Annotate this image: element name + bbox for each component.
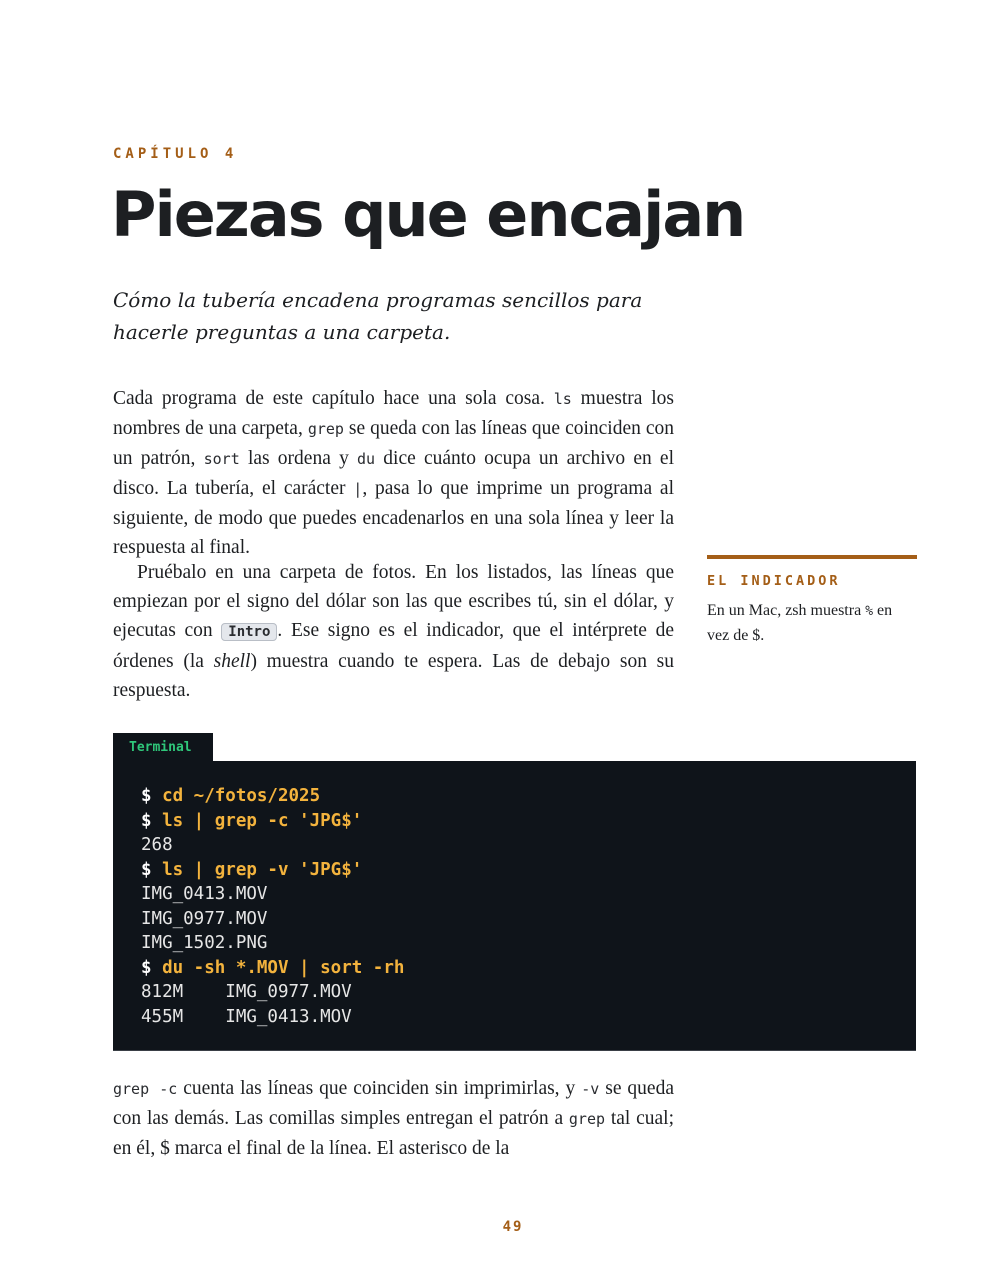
terminal-output-line: IMG_0977.MOV: [141, 908, 268, 929]
text-run: se queda con las demás. Las comillas simples entregan el patrón a: [113, 1078, 674, 1129]
text-run: cuenta las líneas que coinciden sin imprimirlas, y: [177, 1078, 582, 1099]
terminal-output-line: IMG_1502.PNG: [141, 933, 268, 953]
text-run: Cada programa de este capítulo hace una sola cosa.: [113, 388, 554, 409]
text-run: , pasa lo que imprime un programa al siguiente, de modo que puedes encadenarlos en una sola línea y leer la respuesta al final.: [113, 478, 674, 558]
page-number: 49: [502, 1219, 524, 1235]
terminal-command: du -sh *.MOV | sort -rh: [162, 957, 405, 978]
inline-code: |: [353, 480, 363, 498]
text-run: ) muestra cuando te espera. Las de debajo son su respuesta.: [113, 651, 674, 701]
sidebar-heading: EL INDICADOR: [707, 573, 841, 589]
inline-code: grep: [307, 420, 344, 438]
text-run: . Ese signo es el indicador, que el intérprete de órdenes (la: [113, 620, 674, 672]
terminal-prompt: $: [141, 786, 163, 806]
body-paragraph-2: [113, 558, 674, 705]
terminal-command-line: [141, 858, 916, 883]
terminal-prompt: $: [141, 957, 163, 978]
sidebar-note: [707, 555, 917, 648]
inline-code: -v: [581, 1080, 600, 1098]
sidebar-body: [707, 599, 917, 648]
text-run: Pruébalo en una carpeta de fotos. En los listados, las líneas que empiezan por el signo del dólar son las que escribes tú, sin el dólar, y ejecutas con: [113, 562, 674, 641]
terminal-output-line: 268: [141, 835, 173, 855]
terminal-listing: [113, 761, 916, 1051]
text-run: se queda con las líneas que coinciden con un patrón,: [113, 418, 675, 469]
chapter-label: CAPÍTULO 4: [113, 146, 238, 162]
terminal-command: ls | grep -v 'JPG$': [162, 859, 363, 880]
chapter-title: Piezas que encajan: [111, 178, 745, 251]
terminal-command-line: [141, 784, 916, 809]
inline-code: sort: [203, 450, 240, 468]
terminal-prompt: $: [141, 810, 163, 831]
text-run: tal cual; en él, $ marca el final de la línea. El asterisco de la: [113, 1108, 674, 1159]
sidebar-rule: [707, 555, 917, 559]
terminal-output-line: IMG_0413.MOV: [141, 884, 268, 904]
body-paragraph-1: [113, 384, 674, 562]
terminal-command-line: [141, 809, 916, 834]
terminal-command: cd ~/fotos/2025: [162, 786, 321, 806]
terminal-prompt: $: [141, 859, 163, 880]
inline-code: ls: [553, 390, 572, 408]
inline-code: %: [865, 604, 874, 619]
terminal-output-line: 455M IMG_0413.MOV: [141, 1006, 352, 1027]
inline-code: grep: [568, 1110, 606, 1128]
text-run: En un Mac, zsh muestra: [707, 602, 866, 619]
terminal-tab: Terminal: [113, 733, 213, 761]
text-run: las ordena y: [239, 448, 358, 469]
inline-code: du: [357, 450, 376, 468]
chapter-subtitle: Cómo la tubería encadena programas sencillos para hacerle preguntas a una carpeta.: [113, 288, 643, 344]
terminal-command: ls | grep -c 'JPG$': [162, 810, 363, 831]
text-run: dice cuánto ocupa un archivo en el disco. La tubería, el carácter: [113, 448, 674, 499]
emphasis-shell: shell: [213, 651, 251, 672]
key-cap-intro: Intro: [221, 623, 277, 641]
text-run: en vez de $.: [707, 602, 893, 644]
text-run: muestra los nombres de una carpeta,: [113, 388, 675, 439]
inline-code: grep -c: [113, 1080, 178, 1098]
terminal-command-line: [141, 956, 916, 981]
body-paragraph-3: [113, 1074, 674, 1163]
terminal-output-line: 812M IMG_0977.MOV: [141, 982, 352, 1002]
